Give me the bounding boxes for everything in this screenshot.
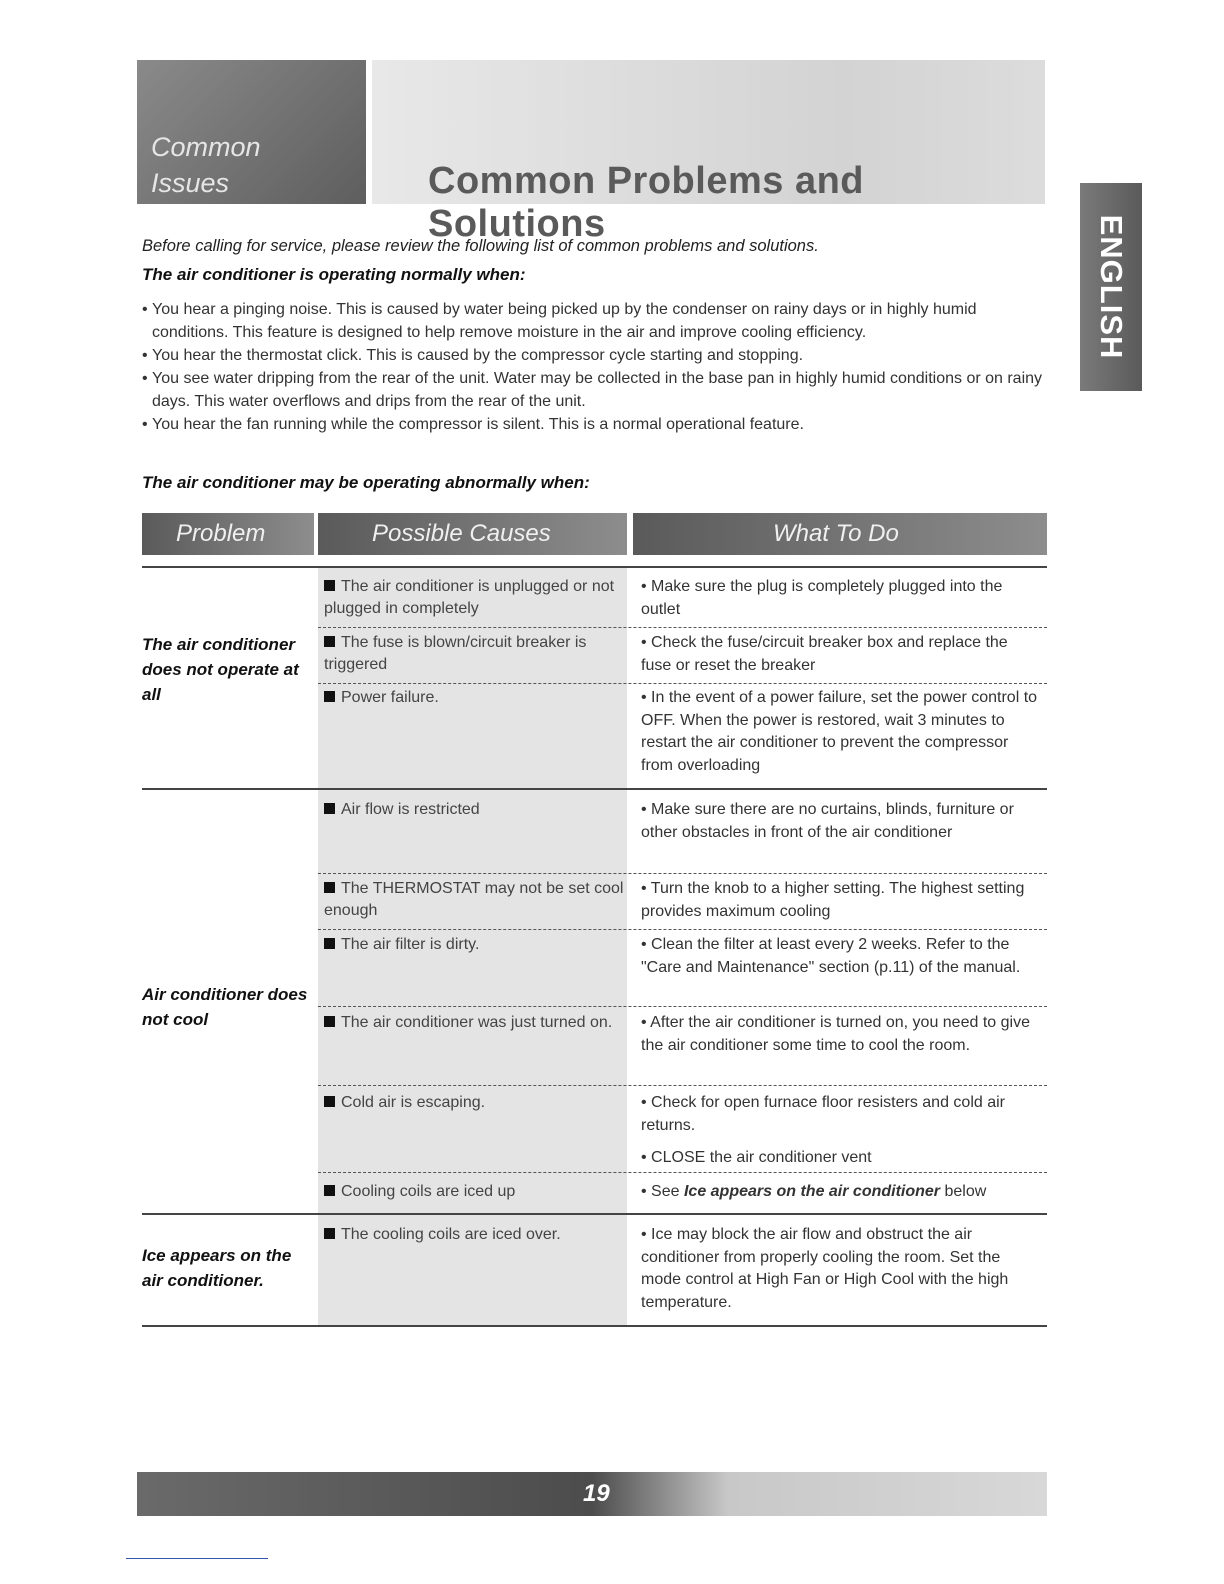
bullet-square-icon bbox=[324, 636, 335, 647]
language-tab bbox=[1080, 183, 1142, 391]
page-title: Common Problems and Solutions bbox=[428, 160, 864, 245]
list-item: • You hear a pinging noise. This is caused by water being picked up by the condenser on rainy days or in highly humid conditions. This feature is designed to help remove moisture in the air and improve cooling efficiency. bbox=[142, 298, 1047, 344]
language-tab-label: ENGLISH bbox=[1094, 214, 1129, 360]
abnormal-heading: The air conditioner may be operating abnormally when: bbox=[142, 473, 590, 492]
cause: The air conditioner was just turned on. bbox=[324, 1012, 624, 1034]
cause: The air filter is dirty. bbox=[324, 934, 624, 956]
solution: • See Ice appears on the air conditioner below bbox=[641, 1183, 987, 1200]
row-divider bbox=[142, 1325, 1047, 1327]
bullet-square-icon bbox=[324, 1096, 335, 1107]
problem-does-not-cool: Air conditioner does not cool bbox=[142, 985, 308, 1029]
solution: • Check for open furnace floor resisters and cold air returns. bbox=[641, 1094, 1005, 1134]
bullet-square-icon bbox=[324, 1185, 335, 1196]
intro-text: Before calling for service, please review the following list of common problems and solutions. bbox=[142, 237, 819, 255]
bullet-square-icon bbox=[324, 691, 335, 702]
col-header-causes bbox=[318, 513, 627, 555]
list-item: • You hear the thermostat click. This is caused by the compressor cycle starting and stopping. bbox=[142, 344, 1047, 367]
bullet-square-icon bbox=[324, 580, 335, 591]
cause: The fuse is blown/circuit breaker is triggered bbox=[324, 634, 587, 673]
page-number: 19 bbox=[583, 1480, 610, 1507]
solution: • After the air conditioner is turned on, you need to give the air conditioner some time to cool the room. bbox=[641, 1014, 1030, 1054]
cause: Power failure. bbox=[324, 687, 624, 709]
solution: • CLOSE the air conditioner vent bbox=[641, 1149, 872, 1166]
bullet-square-icon bbox=[324, 938, 335, 949]
col-header-todo bbox=[633, 513, 1047, 555]
sub-divider bbox=[318, 627, 1047, 628]
sub-divider bbox=[318, 873, 1047, 874]
bottom-rule bbox=[126, 1558, 268, 1559]
section-label-line1: Common bbox=[151, 132, 261, 162]
row-divider bbox=[142, 788, 1047, 790]
sub-divider bbox=[318, 1172, 1047, 1173]
col-header-todo-label: What To Do bbox=[773, 520, 899, 547]
title-banner bbox=[372, 60, 1045, 245]
cause: Cooling coils are iced up bbox=[324, 1181, 624, 1203]
cause: Cold air is escaping. bbox=[324, 1092, 624, 1114]
section-label-line2: Issues bbox=[151, 168, 230, 198]
solution: • Make sure there are no curtains, blinds, furniture or other obstacles in front of the air conditioner bbox=[641, 801, 1014, 841]
cause: The air conditioner is unplugged or not plugged in completely bbox=[324, 578, 615, 617]
section-label-box bbox=[137, 60, 366, 204]
normal-list bbox=[142, 298, 1047, 436]
problem-ice-appears: Ice appears on the air conditioner. bbox=[142, 1246, 292, 1290]
bullet-square-icon bbox=[324, 882, 335, 893]
cause: Air flow is restricted bbox=[324, 799, 624, 821]
col-header-problem bbox=[142, 513, 314, 555]
row-divider bbox=[142, 1213, 1047, 1215]
col-header-problem-label: Problem bbox=[176, 520, 266, 547]
sub-divider bbox=[318, 1085, 1047, 1086]
row-divider bbox=[142, 566, 1047, 568]
list-item: • You see water dripping from the rear of the unit. Water may be collected in the base pan in highly humid conditions or on rainy days. This water overflows and drips from the rear of the unit. bbox=[142, 367, 1047, 413]
solution: • Make sure the plug is completely plugged into the outlet bbox=[641, 578, 1003, 618]
col-header-causes-label: Possible Causes bbox=[372, 520, 551, 547]
bullet-square-icon bbox=[324, 803, 335, 814]
solution: • Check the fuse/circuit breaker box and replace the fuse or reset the breaker bbox=[641, 634, 1008, 674]
problem-does-not-operate: The air conditioner does not operate at all bbox=[142, 635, 299, 704]
sub-divider bbox=[318, 1006, 1047, 1007]
cause: The cooling coils are iced over. bbox=[324, 1224, 624, 1246]
normal-heading: The air conditioner is operating normally when: bbox=[142, 265, 526, 284]
cause: The THERMOSTAT may not be set cool enough bbox=[324, 880, 624, 919]
solution: • Turn the knob to a higher setting. The highest setting provides maximum cooling bbox=[641, 880, 1025, 920]
solution: • Ice may block the air flow and obstruct the air conditioner from properly cooling the room. Set the mode control at High Fan or High Cool with the high temperature. bbox=[641, 1226, 1009, 1311]
solution: • Clean the filter at least every 2 weeks. Refer to the "Care and Maintenance" section (p.11) of the manual. bbox=[641, 936, 1021, 976]
bullet-square-icon bbox=[324, 1016, 335, 1027]
cross-reference: Ice appears on the air conditioner bbox=[683, 1183, 941, 1200]
bullet-square-icon bbox=[324, 1228, 335, 1239]
sub-divider bbox=[318, 929, 1047, 930]
footer-bar bbox=[137, 1472, 1047, 1516]
list-item: • You hear the fan running while the compressor is silent. This is a normal operational feature. bbox=[142, 413, 1047, 436]
solution: • In the event of a power failure, set the power control to OFF. When the power is restored, wait 3 minutes to restart the air conditioner to prevent the compressor from overloading bbox=[641, 689, 1038, 774]
sub-divider bbox=[318, 683, 1047, 684]
